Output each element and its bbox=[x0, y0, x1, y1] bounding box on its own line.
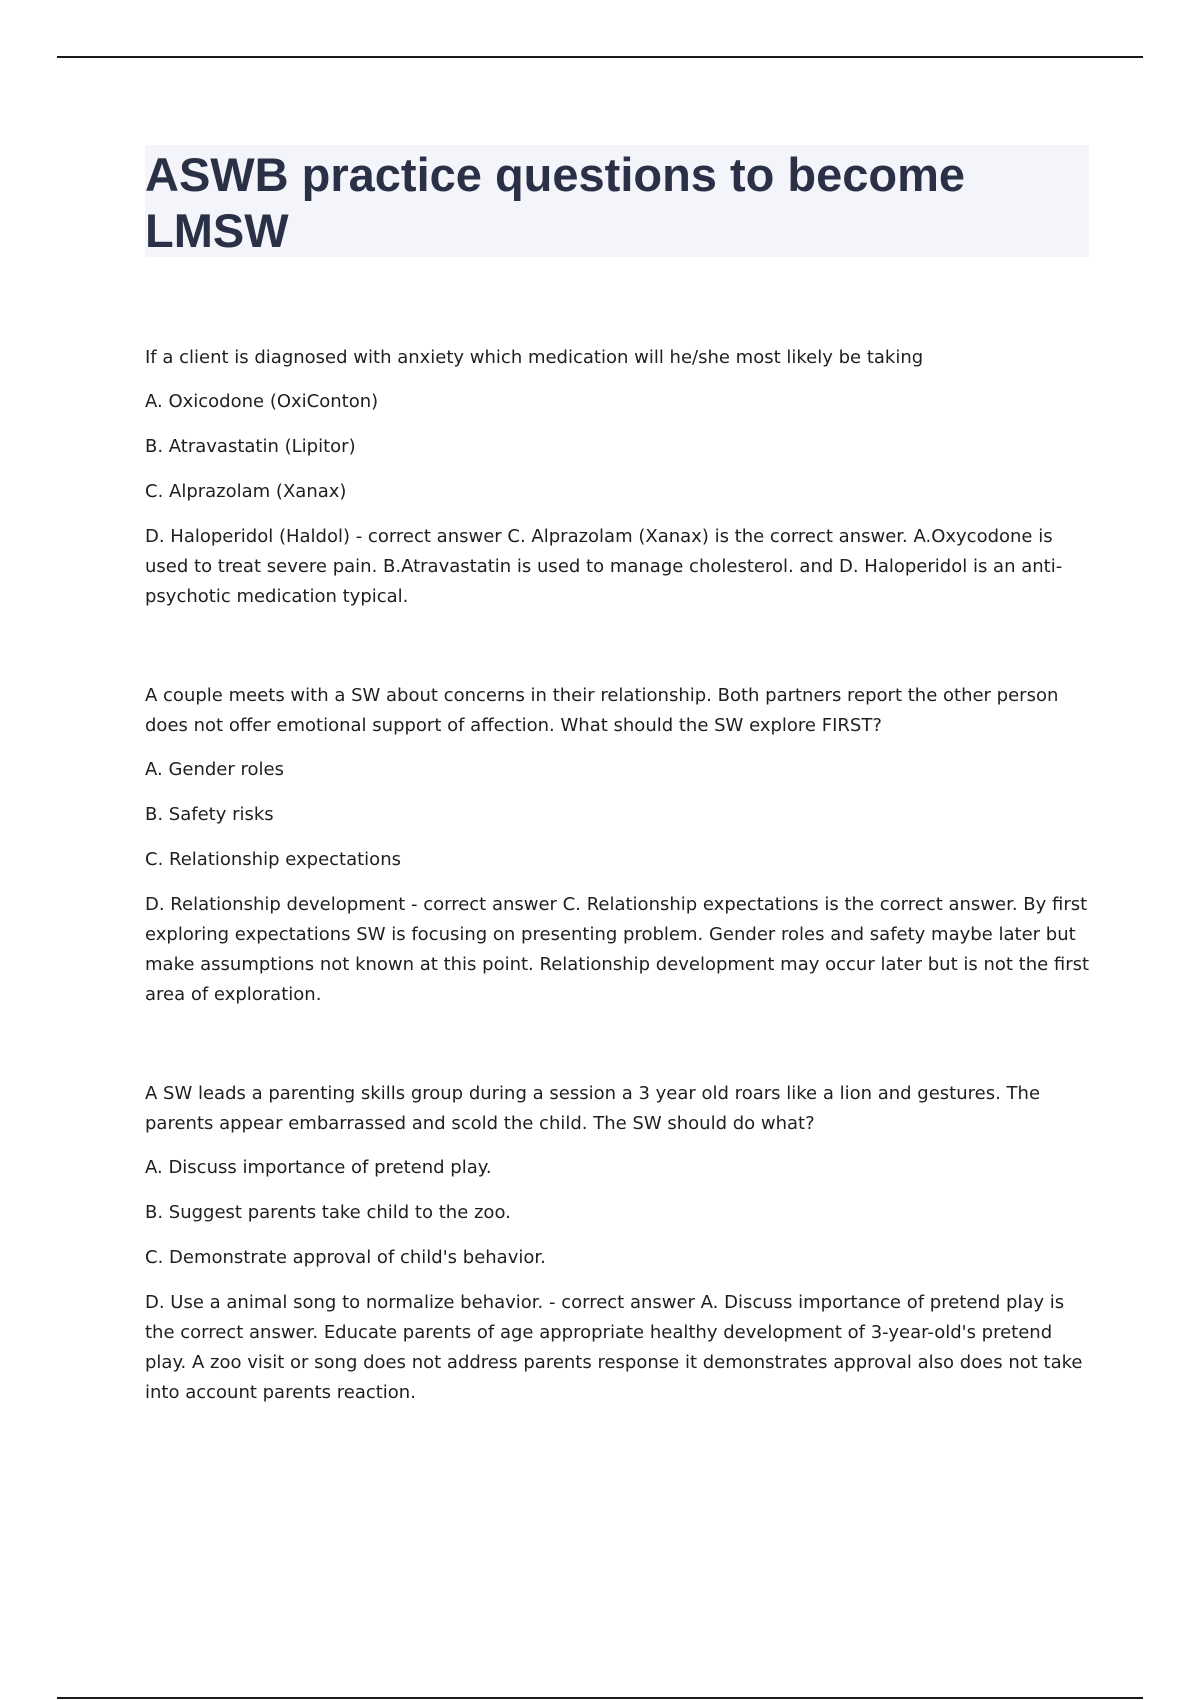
top-rule bbox=[57, 56, 1143, 58]
answer-option-d-with-explanation: D. Haloperidol (Haldol) - correct answer C. Alprazolam (Xanax) is the correct answer. A.Oxycodone is used to treat severe pain. B.Atravastatin is used to manage cholesterol. and D. Haloperidol is an anti-psychotic medication typical. bbox=[145, 526, 1063, 607]
answer-option-b: B. Safety risks bbox=[145, 804, 274, 825]
question-spacer bbox=[145, 1010, 1095, 1079]
question-3 bbox=[145, 1079, 1095, 1408]
answer-option-b: B. Atravastatin (Lipitor) bbox=[145, 436, 356, 457]
answer-option-d-with-explanation: D. Relationship development - correct answer C. Relationship expectations is the correct answer. By first exploring expectations SW is focusing on presenting problem. Gender roles and safety maybe later but make assumptions not known at this point. Relationship development may occur later but is not the first area of exploration. bbox=[145, 894, 1090, 1005]
page-title: ASWB practice questions to become LMSW bbox=[145, 148, 966, 257]
question-2 bbox=[145, 681, 1095, 1010]
answer-option-b: B. Suggest parents take child to the zoo. bbox=[145, 1202, 511, 1223]
question-prompt: A couple meets with a SW about concerns in their relationship. Both partners report the other person does not offer emotional support of affection. What should the SW explore FIRST? bbox=[145, 685, 1059, 736]
answer-option-c: C. Relationship expectations bbox=[145, 849, 401, 870]
answer-option-a: A. Gender roles bbox=[145, 759, 284, 780]
answer-option-a: A. Discuss importance of pretend play. bbox=[145, 1157, 492, 1178]
document-body bbox=[145, 343, 1095, 1408]
answer-option-d-with-explanation: D. Use a animal song to normalize behavior. - correct answer A. Discuss importance of pretend play is the correct answer. Educate parents of age appropriate healthy development of 3-year-old's pretend play. A zoo visit or song does not address parents response it demonstrates approval also does not take into account parents reaction. bbox=[145, 1292, 1083, 1403]
question-prompt: A SW leads a parenting skills group during a session a 3 year old roars like a lion and gestures. The parents appear embarrassed and scold the child. The SW should do what? bbox=[145, 1083, 1041, 1134]
question-1 bbox=[145, 343, 1095, 612]
question-prompt: If a client is diagnosed with anxiety which medication will he/she most likely be taking bbox=[145, 347, 924, 368]
answer-option-c: C. Alprazolam (Xanax) bbox=[145, 481, 347, 502]
answer-option-a: A. Oxicodone (OxiConton) bbox=[145, 391, 379, 412]
title-banner bbox=[145, 145, 1089, 257]
answer-option-c: C. Demonstrate approval of child's behavior. bbox=[145, 1247, 546, 1268]
bottom-rule bbox=[57, 1697, 1143, 1699]
question-spacer bbox=[145, 612, 1095, 681]
